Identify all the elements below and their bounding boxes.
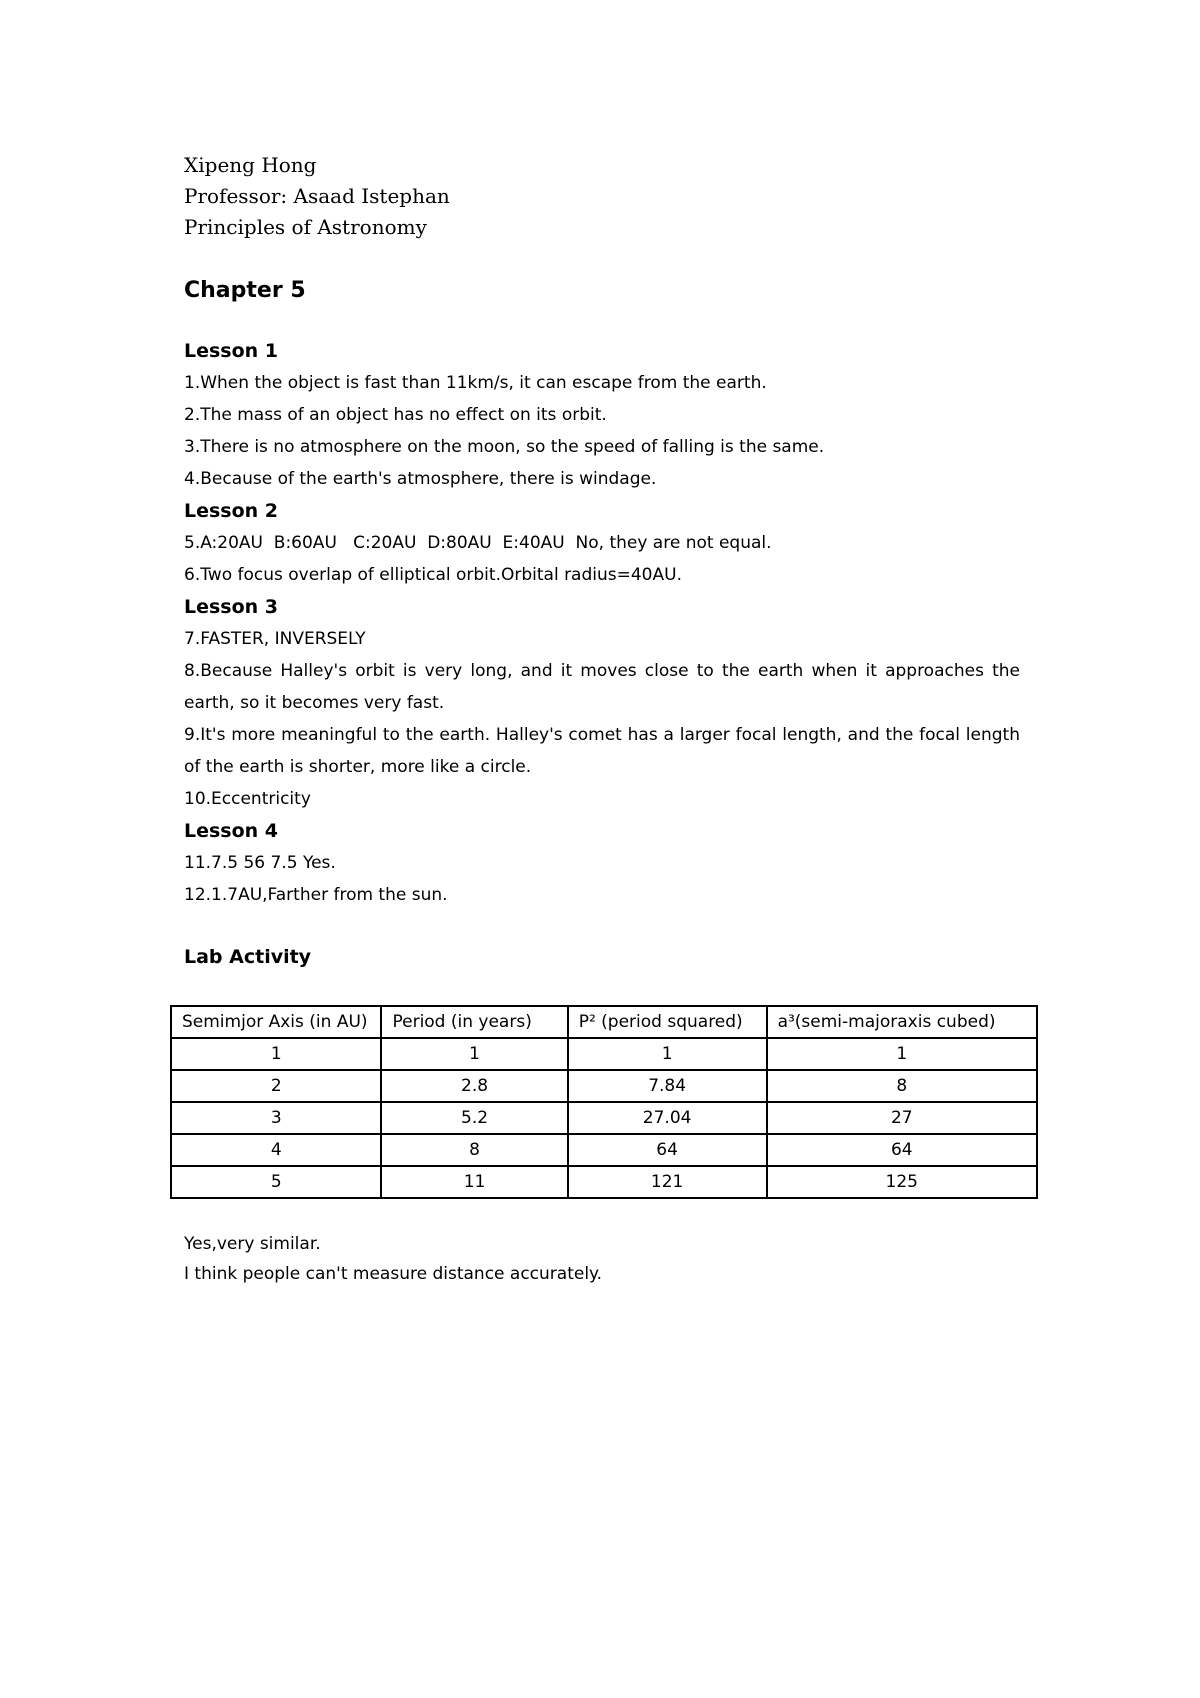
conclusion-line: I think people can't measure distance accurately. [184, 1264, 603, 1284]
column-header: a³(semi-majoraxis cubed) [767, 1006, 1037, 1038]
table-row [171, 1166, 1037, 1198]
answer-item: 8.Because Halley's orbit is very long, and it moves close to the earth when it approaches the earth, so it becomes very fast. [184, 661, 1020, 713]
lab-table [170, 1005, 1038, 1199]
table-row [171, 1134, 1037, 1166]
table-cell: 64 [767, 1134, 1037, 1166]
table-cell: 11 [381, 1166, 567, 1198]
conclusion-line: Yes,very similar. [184, 1234, 321, 1254]
table-cell: 1 [171, 1038, 381, 1070]
answer-item: 1.When the object is fast than 11km/s, it can escape from the earth. [184, 373, 767, 393]
lesson-heading: Lesson 2 [184, 500, 279, 522]
table-cell: 2.8 [381, 1070, 567, 1102]
answer-item: 3.There is no atmosphere on the moon, so the speed of falling is the same. [184, 437, 825, 457]
chapter-heading: Chapter 5 [184, 278, 306, 303]
table-row [171, 1102, 1037, 1134]
table-cell: 5 [171, 1166, 381, 1198]
table-cell: 8 [381, 1134, 567, 1166]
answer-item: 7.FASTER, INVERSELY [184, 629, 366, 649]
answer-item: 9.It's more meaningful to the earth. Halley's comet has a larger focal length, and the focal length of the earth is shorter, more like a circle. [184, 725, 1020, 777]
course-name: Principles of Astronomy [184, 215, 427, 239]
table-row [171, 1070, 1037, 1102]
table-cell: 8 [767, 1070, 1037, 1102]
lesson-heading: Lesson 1 [184, 340, 279, 362]
table-cell: 125 [767, 1166, 1037, 1198]
answer-item: 10.Eccentricity [184, 789, 311, 809]
lab-activity-heading: Lab Activity [184, 946, 312, 968]
table-cell: 3 [171, 1102, 381, 1134]
column-header: P² (period squared) [568, 1006, 767, 1038]
table-row [171, 1038, 1037, 1070]
answer-item: 4.Because of the earth's atmosphere, there is windage. [184, 469, 657, 489]
table-cell: 1 [381, 1038, 567, 1070]
table-header-row [171, 1006, 1037, 1038]
conclusion [184, 1229, 1044, 1289]
table-cell: 4 [171, 1134, 381, 1166]
table-cell: 5.2 [381, 1102, 567, 1134]
answer-item: 5.A:20AU B:60AU C:20AU D:80AU E:40AU No, they are not equal. [184, 533, 772, 553]
column-header: Period (in years) [381, 1006, 567, 1038]
table-cell: 121 [568, 1166, 767, 1198]
column-header: Semimjor Axis (in AU) [171, 1006, 381, 1038]
table-cell: 7.84 [568, 1070, 767, 1102]
answer-item: 2.The mass of an object has no effect on its orbit. [184, 405, 607, 425]
table-cell: 27 [767, 1102, 1037, 1134]
document-page [184, 150, 1044, 1289]
answer-item: 6.Two focus overlap of elliptical orbit.Orbital radius=40AU. [184, 565, 682, 585]
lesson-heading: Lesson 4 [184, 820, 279, 842]
answer-item: 11.7.5 56 7.5 Yes. [184, 853, 336, 873]
table-cell: 27.04 [568, 1102, 767, 1134]
table-cell: 1 [767, 1038, 1037, 1070]
answer-item: 12.1.7AU,Farther from the sun. [184, 885, 448, 905]
professor-name: Professor: Asaad Istephan [184, 184, 450, 208]
student-name: Xipeng Hong [184, 153, 317, 177]
lesson-heading: Lesson 3 [184, 596, 279, 618]
table-cell: 1 [568, 1038, 767, 1070]
table-cell: 64 [568, 1134, 767, 1166]
table-cell: 2 [171, 1070, 381, 1102]
